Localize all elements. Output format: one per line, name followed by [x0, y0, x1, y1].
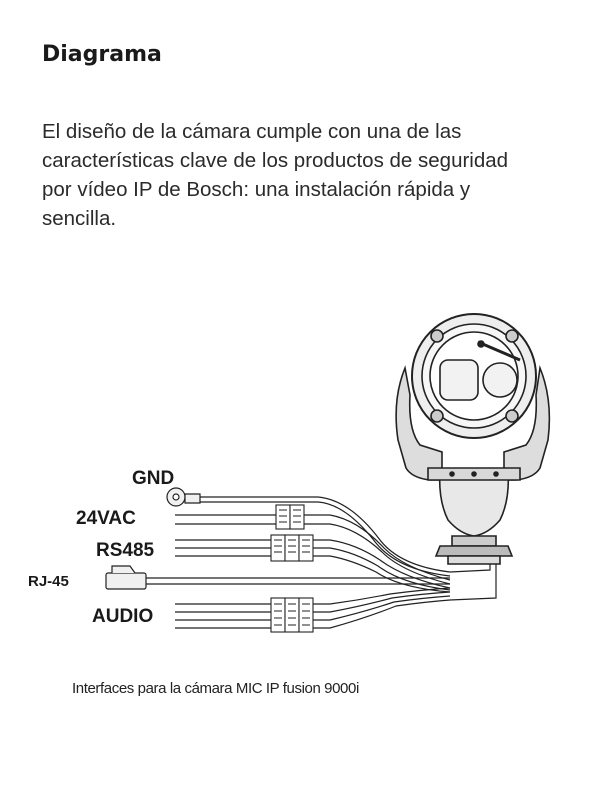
camera-illustration: [396, 314, 549, 564]
gnd-terminal-icon: [167, 488, 200, 506]
section-heading: Diagrama: [42, 42, 162, 67]
intro-line: El diseño de la cámara cumple con una de las: [42, 120, 462, 143]
terminal-block-audio: [271, 598, 313, 632]
terminal-block-rs485: [271, 535, 313, 561]
rj45-label: RJ-45: [28, 573, 69, 590]
intro-line: sencilla.: [42, 207, 117, 230]
rj45-plug-icon: [106, 566, 146, 589]
camera-wiring-diagram: [0, 290, 600, 650]
intro-line: por vídeo IP de Bosch: una instalación rápida y: [42, 178, 471, 201]
terminal-block-power: [276, 505, 304, 529]
rs485-label: RS485: [96, 540, 155, 561]
figure-caption: Interfaces para la cámara MIC IP fusion 9000i: [72, 680, 359, 697]
intro-paragraph: [42, 117, 582, 233]
vac-label: 24VAC: [76, 508, 136, 529]
cable-harness: [146, 497, 496, 628]
gnd-label: GND: [132, 468, 175, 489]
audio-label: AUDIO: [92, 606, 154, 627]
intro-line: características clave de los productos de seguridad: [42, 149, 509, 172]
